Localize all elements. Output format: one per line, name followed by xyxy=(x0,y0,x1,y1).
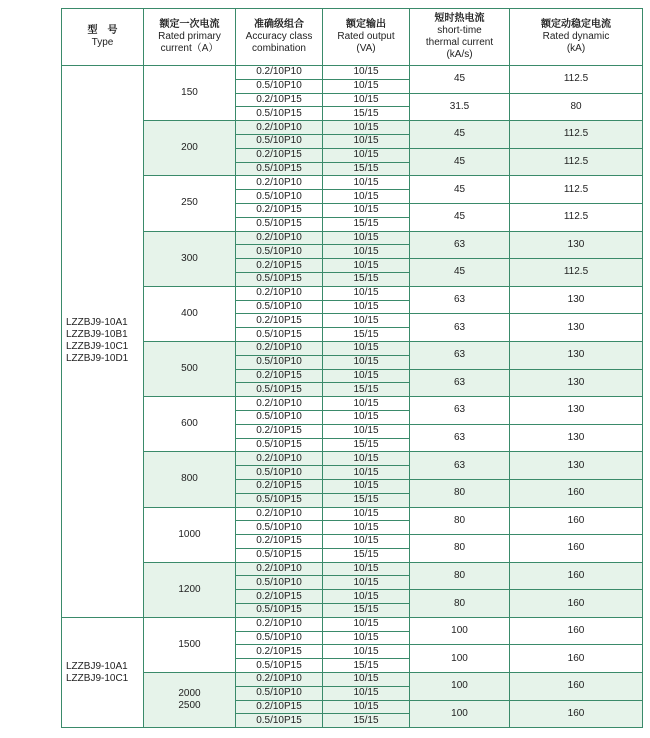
thermal-current-cell: 45 xyxy=(410,66,510,94)
accuracy-class-cell: 0.2/10P15 xyxy=(236,645,323,659)
thermal-current-cell: 63 xyxy=(410,397,510,425)
rated-output-cell: 10/15 xyxy=(323,535,410,549)
header-row xyxy=(62,9,643,66)
accuracy-class-cell: 0.2/10P15 xyxy=(236,259,323,273)
rated-output-cell: 10/15 xyxy=(323,631,410,645)
primary-current-cell xyxy=(144,452,236,507)
accuracy-class-cell: 0.2/10P10 xyxy=(236,231,323,245)
rated-output-cell: 10/15 xyxy=(323,645,410,659)
thermal-current-cell: 63 xyxy=(410,286,510,314)
rated-output-cell: 10/15 xyxy=(323,176,410,190)
column-header-cn: 短时热电流 xyxy=(434,13,485,24)
thermal-current-cell: 31.5 xyxy=(410,93,510,121)
thermal-current-cell: 80 xyxy=(410,535,510,563)
primary-current-value: 400 xyxy=(181,307,198,319)
dynamic-current-cell: 80 xyxy=(510,93,643,121)
column-header xyxy=(236,9,323,66)
accuracy-class-cell: 0.2/10P15 xyxy=(236,700,323,714)
accuracy-class-cell: 0.2/10P15 xyxy=(236,590,323,604)
rated-output-cell: 10/15 xyxy=(323,286,410,300)
column-header-en: Rated primary xyxy=(158,31,221,42)
rated-output-cell: 15/15 xyxy=(323,328,410,342)
column-header-en: current（A） xyxy=(160,43,219,54)
primary-current-cell xyxy=(144,562,236,617)
column-header xyxy=(323,9,410,66)
dynamic-current-cell: 160 xyxy=(510,645,643,673)
accuracy-class-cell: 0.5/10P10 xyxy=(236,686,323,700)
column-header-en: (VA) xyxy=(356,43,376,54)
dynamic-current-cell: 112.5 xyxy=(510,176,643,204)
table-row xyxy=(62,66,643,80)
primary-current-value: 300 xyxy=(181,252,198,264)
rated-output-cell: 10/15 xyxy=(323,203,410,217)
rated-output-cell: 10/15 xyxy=(323,521,410,535)
accuracy-class-cell: 0.5/10P15 xyxy=(236,493,323,507)
accuracy-class-cell: 0.5/10P15 xyxy=(236,272,323,286)
rated-output-cell: 10/15 xyxy=(323,686,410,700)
primary-current-value: 250 xyxy=(181,197,198,209)
thermal-current-cell: 45 xyxy=(410,176,510,204)
primary-current-value: 1500 xyxy=(178,638,201,650)
rated-output-cell: 10/15 xyxy=(323,369,410,383)
accuracy-class-cell: 0.2/10P15 xyxy=(236,93,323,107)
column-header-en: short-time xyxy=(437,25,482,36)
accuracy-class-cell: 0.2/10P15 xyxy=(236,314,323,328)
thermal-current-cell: 100 xyxy=(410,700,510,728)
primary-current-value: 2500 xyxy=(178,700,201,712)
accuracy-class-cell: 0.5/10P10 xyxy=(236,466,323,480)
accuracy-class-cell: 0.5/10P10 xyxy=(236,300,323,314)
dynamic-current-cell: 112.5 xyxy=(510,148,643,176)
accuracy-class-cell: 0.5/10P15 xyxy=(236,107,323,121)
accuracy-class-cell: 0.5/10P10 xyxy=(236,245,323,259)
thermal-current-cell: 45 xyxy=(410,121,510,149)
thermal-current-cell: 63 xyxy=(410,341,510,369)
rated-output-cell: 15/15 xyxy=(323,107,410,121)
primary-current-cell xyxy=(144,341,236,396)
accuracy-class-cell: 0.2/10P15 xyxy=(236,535,323,549)
column-header-en: Accuracy class xyxy=(245,31,313,42)
type-label: LZZBJ9-10C1 xyxy=(66,672,129,684)
dynamic-current-cell: 112.5 xyxy=(510,259,643,287)
accuracy-class-cell: 0.5/10P10 xyxy=(236,521,323,535)
primary-current-value: 500 xyxy=(181,363,198,375)
table-row xyxy=(62,176,643,190)
thermal-current-cell: 63 xyxy=(410,452,510,480)
primary-current-cell xyxy=(144,66,236,121)
thermal-current-cell: 63 xyxy=(410,314,510,342)
accuracy-class-cell: 0.5/10P10 xyxy=(236,631,323,645)
thermal-current-cell: 45 xyxy=(410,259,510,287)
dynamic-current-cell: 160 xyxy=(510,700,643,728)
rated-output-cell: 15/15 xyxy=(323,714,410,728)
dynamic-current-cell: 130 xyxy=(510,314,643,342)
primary-current-cell xyxy=(144,617,236,672)
rated-output-cell: 10/15 xyxy=(323,134,410,148)
table-row xyxy=(62,617,643,631)
primary-current-value: 2000 xyxy=(178,688,201,700)
accuracy-class-cell: 0.5/10P15 xyxy=(236,383,323,397)
rated-output-cell: 10/15 xyxy=(323,79,410,93)
dynamic-current-cell: 160 xyxy=(510,617,643,645)
primary-current-cell xyxy=(144,231,236,286)
accuracy-class-cell: 0.2/10P10 xyxy=(236,562,323,576)
dynamic-current-cell: 130 xyxy=(510,424,643,452)
thermal-current-cell: 80 xyxy=(410,590,510,618)
column-header xyxy=(510,9,643,66)
column-header-en: Rated dynamic xyxy=(542,31,610,42)
rated-output-cell: 10/15 xyxy=(323,121,410,135)
accuracy-class-cell: 0.2/10P10 xyxy=(236,452,323,466)
accuracy-class-cell: 0.2/10P15 xyxy=(236,148,323,162)
dynamic-current-cell: 160 xyxy=(510,590,643,618)
rated-output-cell: 10/15 xyxy=(323,245,410,259)
type-label: LZZBJ9-10B1 xyxy=(66,329,128,341)
accuracy-class-cell: 0.2/10P15 xyxy=(236,203,323,217)
dynamic-current-cell: 130 xyxy=(510,286,643,314)
thermal-current-cell: 80 xyxy=(410,562,510,590)
primary-current-value: 150 xyxy=(181,87,198,99)
primary-current-value: 600 xyxy=(181,418,198,430)
primary-current-cell xyxy=(144,121,236,176)
thermal-current-cell: 45 xyxy=(410,148,510,176)
accuracy-class-cell: 0.2/10P15 xyxy=(236,369,323,383)
accuracy-class-cell: 0.5/10P10 xyxy=(236,134,323,148)
column-header-cn: 型 号 xyxy=(87,25,118,36)
rated-output-cell: 10/15 xyxy=(323,700,410,714)
rated-output-cell: 15/15 xyxy=(323,548,410,562)
column-header-cn: 额定输出 xyxy=(346,19,386,30)
thermal-current-cell: 80 xyxy=(410,507,510,535)
accuracy-class-cell: 0.2/10P10 xyxy=(236,673,323,687)
accuracy-class-cell: 0.5/10P15 xyxy=(236,328,323,342)
rated-output-cell: 15/15 xyxy=(323,217,410,231)
column-header xyxy=(410,9,510,66)
rated-output-cell: 15/15 xyxy=(323,604,410,618)
rated-output-cell: 10/15 xyxy=(323,355,410,369)
rated-output-cell: 15/15 xyxy=(323,162,410,176)
table-row xyxy=(62,286,643,300)
dynamic-current-cell: 112.5 xyxy=(510,66,643,94)
rated-output-cell: 10/15 xyxy=(323,410,410,424)
accuracy-class-cell: 0.5/10P15 xyxy=(236,438,323,452)
dynamic-current-cell: 130 xyxy=(510,397,643,425)
table-row xyxy=(62,452,643,466)
primary-current-value: 1000 xyxy=(178,528,201,540)
thermal-current-cell: 100 xyxy=(410,673,510,701)
column-header-en: Type xyxy=(91,37,114,48)
dynamic-current-cell: 130 xyxy=(510,369,643,397)
primary-current-cell xyxy=(144,507,236,562)
table-row xyxy=(62,397,643,411)
rated-output-cell: 10/15 xyxy=(323,590,410,604)
table-row xyxy=(62,673,643,687)
thermal-current-cell: 80 xyxy=(410,479,510,507)
rated-output-cell: 10/15 xyxy=(323,231,410,245)
type-label: LZZBJ9-10C1 xyxy=(66,341,129,353)
dynamic-current-cell: 130 xyxy=(510,452,643,480)
column-header-en: combination xyxy=(252,43,306,54)
rated-output-cell: 15/15 xyxy=(323,659,410,673)
rated-output-cell: 10/15 xyxy=(323,673,410,687)
rated-output-cell: 10/15 xyxy=(323,93,410,107)
rated-output-cell: 10/15 xyxy=(323,562,410,576)
rated-output-cell: 10/15 xyxy=(323,479,410,493)
dynamic-current-cell: 160 xyxy=(510,535,643,563)
type-cell xyxy=(62,66,144,618)
accuracy-class-cell: 0.5/10P10 xyxy=(236,190,323,204)
rated-output-cell: 10/15 xyxy=(323,507,410,521)
primary-current-value: 1200 xyxy=(178,583,201,595)
rated-output-cell: 10/15 xyxy=(323,466,410,480)
rated-output-cell: 10/15 xyxy=(323,617,410,631)
table-row xyxy=(62,507,643,521)
column-header-cn: 额定动稳定电流 xyxy=(541,19,611,30)
dynamic-current-cell: 130 xyxy=(510,341,643,369)
dynamic-current-cell: 160 xyxy=(510,479,643,507)
rated-output-cell: 15/15 xyxy=(323,383,410,397)
rated-output-cell: 15/15 xyxy=(323,438,410,452)
accuracy-class-cell: 0.2/10P10 xyxy=(236,121,323,135)
rated-output-cell: 10/15 xyxy=(323,341,410,355)
type-label: LZZBJ9-10D1 xyxy=(66,353,129,365)
column-header-en: Rated output xyxy=(337,31,395,42)
rated-output-cell: 10/15 xyxy=(323,190,410,204)
primary-current-cell xyxy=(144,397,236,452)
accuracy-class-cell: 0.2/10P10 xyxy=(236,176,323,190)
rated-output-cell: 10/15 xyxy=(323,259,410,273)
column-header-en: thermal current xyxy=(425,37,494,48)
rated-output-cell: 10/15 xyxy=(323,66,410,80)
rated-output-cell: 10/15 xyxy=(323,148,410,162)
rated-output-cell: 10/15 xyxy=(323,576,410,590)
rated-output-cell: 10/15 xyxy=(323,452,410,466)
column-header-cn: 额定一次电流 xyxy=(159,19,220,30)
column-header xyxy=(62,9,144,66)
thermal-current-cell: 63 xyxy=(410,424,510,452)
accuracy-class-cell: 0.5/10P15 xyxy=(236,714,323,728)
dynamic-current-cell: 160 xyxy=(510,562,643,590)
primary-current-cell xyxy=(144,176,236,231)
accuracy-class-cell: 0.5/10P15 xyxy=(236,604,323,618)
primary-current-value: 200 xyxy=(181,142,198,154)
table-body xyxy=(62,66,643,728)
column-header-en: (kA/s) xyxy=(446,49,473,60)
primary-current-cell xyxy=(144,286,236,341)
accuracy-class-cell: 0.5/10P15 xyxy=(236,162,323,176)
table-row xyxy=(62,341,643,355)
accuracy-class-cell: 0.2/10P10 xyxy=(236,507,323,521)
thermal-current-cell: 100 xyxy=(410,645,510,673)
accuracy-class-cell: 0.2/10P15 xyxy=(236,424,323,438)
primary-current-cell xyxy=(144,673,236,728)
type-label: LZZBJ9-10A1 xyxy=(66,660,128,672)
accuracy-class-cell: 0.5/10P10 xyxy=(236,79,323,93)
column-header-cn: 准确级组合 xyxy=(254,19,304,30)
accuracy-class-cell: 0.5/10P15 xyxy=(236,659,323,673)
type-label: LZZBJ9-10A1 xyxy=(66,317,128,329)
dynamic-current-cell: 130 xyxy=(510,231,643,259)
accuracy-class-cell: 0.2/10P15 xyxy=(236,479,323,493)
accuracy-class-cell: 0.2/10P10 xyxy=(236,286,323,300)
dynamic-current-cell: 112.5 xyxy=(510,121,643,149)
rated-output-cell: 10/15 xyxy=(323,424,410,438)
accuracy-class-cell: 0.2/10P10 xyxy=(236,66,323,80)
dynamic-current-cell: 160 xyxy=(510,673,643,701)
accuracy-class-cell: 0.5/10P10 xyxy=(236,355,323,369)
dynamic-current-cell: 160 xyxy=(510,507,643,535)
accuracy-class-cell: 0.2/10P10 xyxy=(236,617,323,631)
spec-table xyxy=(61,8,643,728)
table-row xyxy=(62,121,643,135)
accuracy-class-cell: 0.5/10P10 xyxy=(236,410,323,424)
type-cell xyxy=(62,617,144,727)
rated-output-cell: 10/15 xyxy=(323,397,410,411)
dynamic-current-cell: 112.5 xyxy=(510,203,643,231)
table-row xyxy=(62,562,643,576)
accuracy-class-cell: 0.2/10P10 xyxy=(236,341,323,355)
rated-output-cell: 10/15 xyxy=(323,300,410,314)
rated-output-cell: 15/15 xyxy=(323,272,410,286)
accuracy-class-cell: 0.5/10P15 xyxy=(236,548,323,562)
table-row xyxy=(62,231,643,245)
column-header xyxy=(144,9,236,66)
rated-output-cell: 15/15 xyxy=(323,493,410,507)
thermal-current-cell: 100 xyxy=(410,617,510,645)
thermal-current-cell: 63 xyxy=(410,231,510,259)
accuracy-class-cell: 0.5/10P15 xyxy=(236,217,323,231)
column-header-en: (kA) xyxy=(566,43,586,54)
accuracy-class-cell: 0.5/10P10 xyxy=(236,576,323,590)
primary-current-value: 800 xyxy=(181,473,198,485)
thermal-current-cell: 63 xyxy=(410,369,510,397)
accuracy-class-cell: 0.2/10P10 xyxy=(236,397,323,411)
rated-output-cell: 10/15 xyxy=(323,314,410,328)
thermal-current-cell: 45 xyxy=(410,203,510,231)
